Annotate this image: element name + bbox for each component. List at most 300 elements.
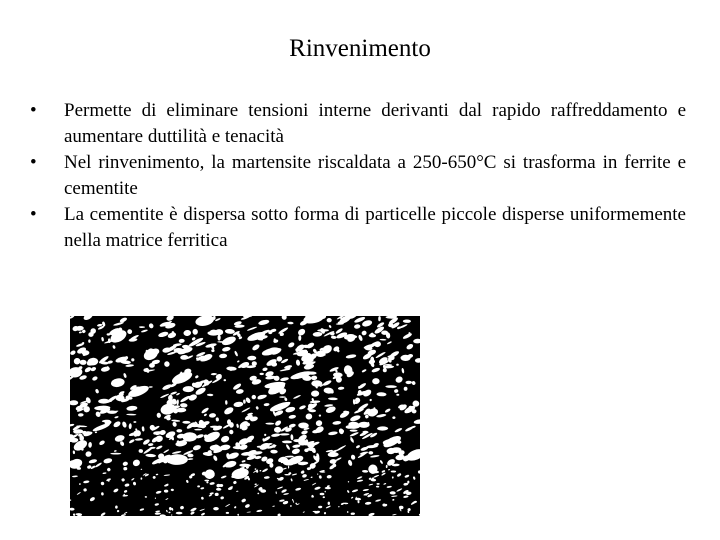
particle <box>326 505 331 509</box>
particle <box>335 457 342 462</box>
particle <box>89 496 95 502</box>
particle <box>298 335 301 341</box>
particle <box>245 397 252 404</box>
particle <box>213 507 219 510</box>
particle <box>180 505 185 509</box>
particle <box>163 360 170 367</box>
bullet-icon: • <box>30 100 37 121</box>
particle <box>257 493 259 495</box>
particle <box>76 342 85 347</box>
particle <box>257 394 267 401</box>
particle <box>312 482 317 485</box>
particle <box>127 384 150 400</box>
particle <box>121 514 126 516</box>
particle <box>368 512 375 516</box>
particle <box>170 391 177 395</box>
particle <box>329 366 339 372</box>
particle <box>219 353 227 358</box>
particle <box>155 510 160 512</box>
particle <box>70 400 78 405</box>
particle <box>187 458 193 460</box>
particle <box>392 476 394 478</box>
particle <box>332 421 341 426</box>
particle <box>361 330 367 336</box>
particle <box>166 510 168 513</box>
particle <box>70 350 76 356</box>
particle <box>411 380 416 385</box>
particle <box>357 382 366 390</box>
particle <box>297 327 307 336</box>
particle <box>179 339 185 344</box>
particle <box>320 493 325 496</box>
particle <box>176 429 182 433</box>
particle <box>190 511 195 515</box>
particle <box>376 413 387 418</box>
particle <box>176 512 183 515</box>
particle <box>209 482 215 486</box>
particle <box>73 450 76 454</box>
particle <box>171 514 173 516</box>
particle <box>215 493 219 497</box>
particle <box>317 329 329 332</box>
particle <box>131 358 135 362</box>
particle <box>211 349 215 352</box>
particle <box>102 472 106 474</box>
particle <box>380 339 387 341</box>
particle <box>413 476 416 480</box>
particle <box>347 459 353 466</box>
particle <box>295 487 301 491</box>
particle <box>201 512 206 516</box>
particle <box>315 420 322 427</box>
particle <box>399 324 408 330</box>
particle <box>133 482 137 486</box>
particle <box>128 338 137 342</box>
particle <box>95 431 98 433</box>
particle <box>155 512 161 514</box>
particle <box>234 506 237 509</box>
particle <box>403 319 411 323</box>
particle <box>338 386 345 390</box>
particle <box>176 393 180 396</box>
particle <box>324 491 326 493</box>
particle <box>100 512 106 516</box>
particle <box>413 339 420 344</box>
particle <box>303 479 309 481</box>
particle <box>271 433 281 437</box>
particle <box>402 332 412 340</box>
particle <box>182 386 194 392</box>
particle <box>122 495 128 497</box>
particle <box>327 475 332 479</box>
particle <box>155 490 161 494</box>
particle <box>256 509 262 512</box>
particle <box>371 367 380 373</box>
bullet-list <box>30 98 686 254</box>
particle <box>290 505 292 507</box>
particle <box>406 343 415 351</box>
particle <box>290 478 292 482</box>
particle <box>350 429 358 431</box>
particle <box>328 502 331 505</box>
particle <box>357 479 364 482</box>
particle <box>376 486 380 488</box>
particle <box>325 487 331 490</box>
particle <box>295 359 300 366</box>
particle <box>274 427 281 433</box>
particle <box>345 354 356 359</box>
particle <box>192 329 198 335</box>
particle <box>121 478 125 482</box>
particle <box>387 486 392 489</box>
particle <box>349 414 361 422</box>
particle <box>318 506 322 509</box>
particle <box>313 332 323 337</box>
particle <box>311 496 314 498</box>
particle <box>139 508 144 511</box>
particle <box>128 439 135 444</box>
particle <box>403 495 409 498</box>
particle <box>117 510 120 513</box>
particle <box>392 416 396 419</box>
particle <box>78 413 84 417</box>
particle <box>404 474 409 478</box>
particle <box>158 331 169 338</box>
particle <box>70 423 75 427</box>
particle <box>358 334 364 341</box>
particle <box>73 357 81 365</box>
particle <box>358 422 370 428</box>
particle <box>348 481 350 483</box>
particle <box>274 465 284 474</box>
particle <box>201 407 210 414</box>
particle <box>387 341 392 345</box>
particle <box>180 403 188 408</box>
particle <box>285 455 294 457</box>
particle <box>399 506 404 510</box>
particle <box>194 429 202 431</box>
particle <box>383 368 387 372</box>
particle <box>254 483 257 485</box>
particle <box>125 364 134 367</box>
particle <box>275 491 277 494</box>
particle <box>138 449 143 453</box>
particle <box>292 444 301 448</box>
particle <box>318 475 322 479</box>
particle <box>88 442 92 448</box>
particle <box>394 427 403 433</box>
particle <box>320 471 325 472</box>
particle <box>272 506 275 507</box>
particle <box>225 504 230 508</box>
particle <box>338 506 340 508</box>
particle <box>319 414 321 416</box>
particle <box>349 431 359 437</box>
particle <box>124 490 128 494</box>
particle <box>218 335 221 341</box>
particle <box>167 331 177 339</box>
particle <box>88 459 97 464</box>
particle <box>285 444 290 451</box>
particle <box>139 326 145 328</box>
particle <box>123 467 127 471</box>
particle <box>141 329 148 333</box>
slide-title: Rinvenimento <box>289 35 431 62</box>
particle <box>241 407 250 413</box>
particle <box>141 469 143 470</box>
particle <box>155 497 157 499</box>
particle <box>370 455 380 458</box>
particle <box>237 514 239 516</box>
particle <box>367 463 379 475</box>
particle <box>95 462 103 468</box>
particle <box>124 483 129 487</box>
particle <box>328 397 338 400</box>
particle <box>114 450 117 452</box>
particle <box>141 426 144 431</box>
particle <box>357 500 359 503</box>
particle <box>98 440 105 446</box>
particle <box>220 496 224 500</box>
particle <box>247 356 256 361</box>
particle <box>215 318 221 322</box>
particle <box>156 445 163 450</box>
particle <box>280 377 289 382</box>
particle <box>201 496 204 500</box>
particle <box>292 473 298 476</box>
particle <box>373 474 379 478</box>
particle <box>127 329 133 335</box>
particle <box>310 476 312 478</box>
particle <box>80 360 87 365</box>
particle <box>148 323 154 330</box>
particle <box>329 459 337 464</box>
particle <box>376 392 386 396</box>
particle <box>79 436 84 441</box>
particle <box>152 476 156 480</box>
particle <box>83 488 87 492</box>
particle <box>156 412 161 418</box>
particle <box>327 318 332 322</box>
particle <box>338 428 345 435</box>
particle <box>189 424 201 427</box>
particle <box>396 394 399 396</box>
bullet-text: Nel rinvenimento, la martensite riscaldata a 250-650°C si trasforma in ferrite e cementite <box>64 152 686 199</box>
particle <box>381 472 386 476</box>
particle <box>395 375 404 384</box>
micrograph-image <box>70 316 420 516</box>
particle <box>226 512 229 514</box>
particle <box>212 455 218 462</box>
particle <box>415 358 420 363</box>
particle <box>324 512 327 515</box>
particle <box>233 401 243 407</box>
particle <box>331 335 337 339</box>
particle <box>288 414 296 419</box>
particle <box>72 475 78 477</box>
bullet-item <box>30 202 686 254</box>
particle <box>247 512 251 513</box>
particle <box>378 316 381 321</box>
particle <box>110 453 121 455</box>
particle <box>391 495 397 497</box>
particle <box>352 489 359 493</box>
particle <box>190 507 197 512</box>
particle <box>154 503 159 506</box>
particle <box>287 322 293 325</box>
particle <box>356 445 361 449</box>
particle <box>206 481 208 483</box>
particle <box>396 473 401 478</box>
particle <box>187 336 204 348</box>
particle <box>124 512 128 515</box>
particle <box>73 513 76 516</box>
particle <box>166 316 175 322</box>
particle <box>418 470 420 474</box>
particle <box>180 355 188 360</box>
particle <box>236 423 239 428</box>
particle <box>88 339 90 342</box>
bullet-icon: • <box>30 204 37 225</box>
particle <box>259 470 261 472</box>
particle <box>390 491 396 494</box>
particle <box>255 406 259 410</box>
particle <box>243 399 246 403</box>
particle <box>419 513 420 515</box>
particle <box>392 499 395 501</box>
particle <box>277 513 281 516</box>
particle <box>265 423 274 425</box>
particle <box>221 335 237 347</box>
particle <box>347 490 350 493</box>
particle <box>413 419 420 425</box>
particle <box>368 359 375 365</box>
particle <box>129 423 132 429</box>
particle <box>354 324 361 329</box>
particle <box>236 491 239 492</box>
particle <box>328 431 338 436</box>
particle <box>363 489 369 492</box>
particle <box>279 433 289 435</box>
particle <box>383 483 386 485</box>
particle <box>264 403 270 407</box>
particle <box>110 377 125 388</box>
particle <box>262 367 268 371</box>
particle <box>239 444 248 451</box>
particle <box>277 486 283 490</box>
particle <box>186 479 189 483</box>
particle <box>365 502 372 506</box>
bullet-item <box>30 150 686 202</box>
particle <box>233 480 237 484</box>
particle <box>292 499 295 502</box>
particle <box>284 397 288 401</box>
particle <box>225 329 235 334</box>
particle <box>241 460 245 463</box>
particle <box>299 405 307 411</box>
particle <box>288 466 289 469</box>
particle <box>396 363 399 365</box>
particle <box>187 453 193 457</box>
particle <box>377 483 380 485</box>
particle <box>223 379 226 381</box>
particle <box>101 337 104 342</box>
particle <box>121 421 127 428</box>
particle <box>79 331 82 333</box>
particle <box>70 499 71 501</box>
particle <box>237 360 240 363</box>
particle <box>70 316 75 319</box>
particle <box>291 448 300 455</box>
particle <box>160 393 170 399</box>
particle <box>379 460 383 465</box>
particle <box>168 512 170 514</box>
particle <box>172 451 182 455</box>
particle <box>347 511 349 513</box>
particle <box>251 343 260 351</box>
particle <box>92 422 111 433</box>
particle <box>79 483 81 485</box>
particle <box>368 451 373 454</box>
particle <box>85 451 92 457</box>
particle <box>207 394 213 397</box>
particle <box>274 419 282 426</box>
particle <box>311 390 320 397</box>
particle <box>172 421 178 427</box>
particle <box>369 483 374 485</box>
particle <box>293 501 294 502</box>
particle <box>204 413 208 416</box>
particle <box>283 493 289 495</box>
particle <box>392 514 397 516</box>
micrograph-particles <box>70 316 420 516</box>
particle <box>328 325 331 329</box>
particle <box>305 413 312 420</box>
particle <box>135 438 143 441</box>
particle <box>123 494 125 496</box>
particle <box>335 445 346 452</box>
particle <box>264 434 266 436</box>
particle <box>361 319 373 328</box>
particle <box>260 373 264 375</box>
particle <box>279 396 286 398</box>
particle <box>162 383 173 391</box>
particle <box>362 470 368 473</box>
particle <box>164 489 169 492</box>
particle <box>183 330 191 337</box>
particle <box>113 488 119 493</box>
particle <box>77 492 81 495</box>
particle <box>149 386 153 388</box>
particle <box>314 486 321 490</box>
particle <box>122 461 128 467</box>
particle <box>251 395 256 400</box>
particle <box>200 487 204 490</box>
particle <box>277 478 279 479</box>
particle <box>317 473 318 474</box>
particle <box>168 507 172 511</box>
particle <box>221 475 227 479</box>
particle <box>278 476 284 481</box>
particle <box>205 343 217 349</box>
particle <box>101 366 111 372</box>
particle <box>126 414 136 416</box>
particle <box>131 478 135 481</box>
particle <box>204 480 209 482</box>
bullet-icon: • <box>30 152 37 173</box>
particle <box>203 430 222 444</box>
particle <box>106 467 111 472</box>
